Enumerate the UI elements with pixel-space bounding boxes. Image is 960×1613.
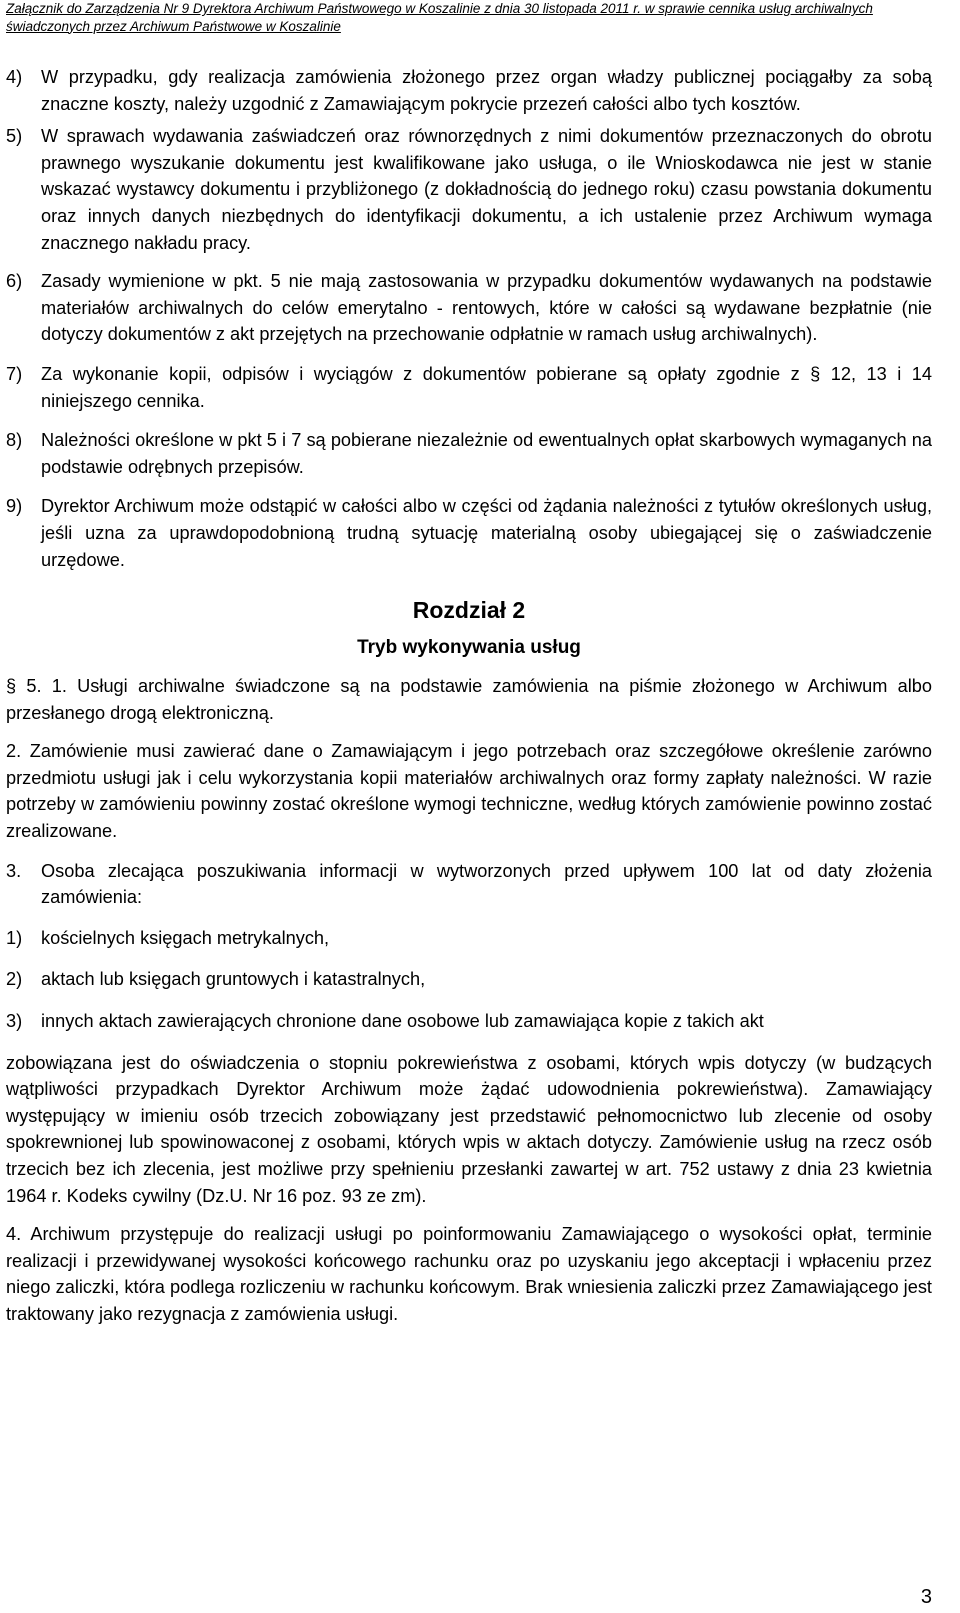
document-body	[6, 64, 932, 1328]
paragraph-3-tail: zobowiązana jest do oświadczenia o stopniu pokrewieństwa z osobami, których wpis dotyczy (w budzących wątpliwości przypadkach Dyrektor Archiwum może żądać udowodnienia pokrewieństwa). Zamawiający występujący w imieniu osób trzecich zobowiązany jest przedstawić pełnomocnictwo lub zlecenie od osoby spokrewnionej lub spowinowaconej z osobami, których wpis w aktach dotyczy. Zamówienie usług na rzecz osób trzecich bez ich zlecenia, jest możliwe przy spełnieniu przesłanki zawartej w art. 752 ustawy z dnia 23 kwietnia 1964 r. Kodeks cywilny (Dz.U. Nr 16 poz. 93 ze zm).	[6, 1052, 932, 1206]
item-number: 4)	[6, 67, 23, 87]
item-text: Zasady wymienione w pkt. 5 nie mają zastosowania w przypadku dokumentów wydawanych na podstawie materiałów archiwalnych do celów emerytalno - rentowych, które w całości są wydawane bezpłatnie (nie dotyczy dokumentów z akt przejętych na przechowanie odpłatnie w ramach usług archiwalnych).	[41, 271, 932, 345]
item-text: W przypadku, gdy realizacja zamówienia złożonego przez organ władzy publicznej pociągałby za sobą znaczne koszty, należy uzgodnić z Zamawiającym pokrycie przezeń całości albo tych kosztów.	[41, 67, 932, 114]
item-text: aktach lub księgach gruntowych i katastralnych,	[41, 969, 426, 990]
sublist-item-1	[6, 925, 932, 952]
header-line-1: Załącznik do Zarządzenia Nr 9 Dyrektora Archiwum Państwowego w Koszalinie z dnia 30 listopada 2011 r. w sprawie cennika usług archiwalnych	[6, 1, 873, 16]
page-header	[6, 0, 946, 35]
sublist-item-3	[6, 1008, 932, 1035]
paragraph-4: 4. Archiwum przystępuje do realizacji usługi po poinformowaniu Zamawiającego o wysokości opłat, terminie realizacji i przewidywanej wysokości końcowego rachunku oraz po uzyskaniu jego akceptacji i wpłaceniu przez niego zaliczki, która podlega rozliczeniu w rachunku końcowym. Brak wniesienia zaliczki przez Zamawiającego jest traktowany jako rezygnacja z zamówienia usługi.	[6, 1224, 932, 1324]
chapter-title: Rozdział 2	[412, 597, 526, 624]
item-number: 9)	[6, 496, 23, 517]
paragraph-text: Osoba zlecająca poszukiwania informacji w wytworzonych przed upływem 100 lat od daty złożenia zamówienia:	[41, 860, 932, 908]
item-text: Za wykonanie kopii, odpisów i wyciągów z dokumentów pobierane są opłaty zgodnie z § 12, 13 i 14 niniejszego cennika.	[41, 363, 932, 411]
list-item-6	[6, 268, 932, 348]
item-number: 3)	[6, 1011, 23, 1032]
paragraph-2: 2. Zamówienie musi zawierać dane o Zamawiającym i jego potrzebach oraz szczegółowe określenie zarówno przedmiotu usługi jak i celu wykorzystania kopii materiałów archiwalnych oraz formy zapłaty należności. W razie potrzeby w zamówieniu powinny zostać określone wymogi techniczne, według których zamówienie powinno zostać zrealizowane.	[6, 741, 932, 842]
list-item-4	[6, 64, 932, 117]
page-number: 3	[920, 1586, 932, 1608]
list-item-7	[6, 361, 932, 414]
chapter-subtitle: Tryb wykonywania usług	[357, 637, 581, 659]
list-item-9	[6, 493, 932, 573]
item-number: 1)	[6, 927, 23, 948]
item-number: 2)	[6, 969, 23, 990]
list-item-5	[6, 123, 932, 256]
paragraph-number: 3.	[6, 860, 22, 881]
item-text: W sprawach wydawania zaświadczeń oraz równorzędnych z nimi dokumentów przeznaczonych do obrotu prawnego wyszukanie dokumentu jest kwalifikowane jako usługa, o ile Wnioskodawca nie jest w stanie wskazać wystawcy dokumentu i przybliżonego (z dokładnością do jednego roku) czasu powstania dokumentu oraz innych danych niezbędnych do identyfikacji dokumentu, a ich ustalenie przez Archiwum wymaga znacznego nakładu pracy.	[41, 126, 932, 253]
item-text: kościelnych księgach metrykalnych,	[41, 927, 330, 948]
item-number: 6)	[6, 271, 23, 292]
paragraph-3	[6, 858, 932, 911]
item-number: 8)	[6, 430, 23, 451]
list-item-8	[6, 427, 932, 480]
item-text: Dyrektor Archiwum może odstąpić w całości albo w części od żądania należności z tytułów określonych usług, jeśli uzna za uprawdopodobnioną trudną sytuację materialną osoby ubiegającej się o zaświadczenie urzędowe.	[41, 496, 932, 570]
item-number: 7)	[6, 363, 23, 384]
sublist-item-2	[6, 966, 932, 993]
paragraph-5-1: § 5. 1. Usługi archiwalne świadczone są na podstawie zamówienia na piśmie złożonego w Archiwum albo przesłanego drogą elektroniczną.	[6, 676, 932, 723]
header-line-2: świadczonych przez Archiwum Państwowe w Koszalinie	[6, 18, 341, 34]
item-number: 5)	[6, 126, 23, 147]
item-text: Należności określone w pkt 5 i 7 są pobierane niezależnie od ewentualnych opłat skarbowych wymaganych na podstawie odrębnych przepisów.	[41, 430, 932, 477]
item-text: innych aktach zawierających chronione dane osobowe lub zamawiająca kopie z takich akt	[41, 1011, 764, 1032]
